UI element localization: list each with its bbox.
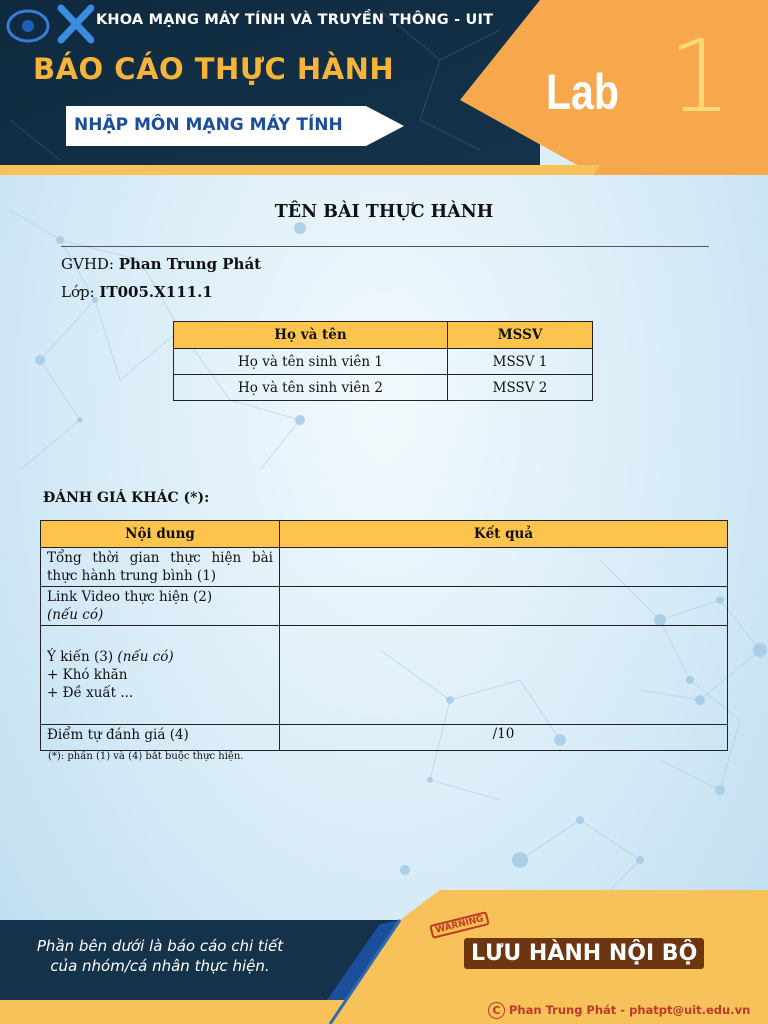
warning-stamp: WARNING: [429, 911, 490, 939]
evaluation-heading: ĐÁNH GIÁ KHÁC (*):: [43, 490, 210, 506]
header-result: Kết quả: [280, 521, 728, 548]
course-name: NHẬP MÔN MẠNG MÁY TÍNH: [74, 115, 343, 135]
report-title: BÁO CÁO THỰC HÀNH: [33, 52, 395, 86]
header-id: MSSV: [448, 322, 593, 349]
video-label: Link Video thực hiện (2): [47, 589, 213, 605]
content-video: [41, 587, 280, 626]
course-banner: [66, 106, 404, 146]
exercise-title: TÊN BÀI THỰC HÀNH: [274, 202, 494, 222]
table-header-row: [41, 521, 728, 548]
student-id[interactable]: MSSV 2: [448, 375, 593, 401]
content-opinion: [41, 626, 280, 725]
table-row: [41, 548, 728, 587]
opinion-suggestion: + Đề xuất ...: [47, 685, 134, 701]
footer-note-line2: của nhóm/cá nhân thực hiện.: [50, 957, 270, 975]
content-score: Điểm tự đánh giá (4): [41, 725, 280, 751]
class-value: IT005.X111.1: [99, 283, 213, 301]
table-row: [41, 725, 728, 751]
opinion-difficulty: + Khó khăn: [47, 667, 128, 683]
class-line: [61, 283, 213, 301]
table-row: [174, 349, 593, 375]
students-table: [173, 321, 593, 401]
instructor-line: [61, 255, 261, 273]
table-header-row: [174, 322, 593, 349]
copyright-text: Phan Trung Phát - phatpt@uit.edu.vn: [509, 1003, 751, 1017]
copyright-line: [488, 1002, 750, 1019]
result-video[interactable]: [280, 587, 728, 626]
student-id[interactable]: MSSV 1: [448, 349, 593, 375]
student-name[interactable]: Họ và tên sinh viên 2: [174, 375, 448, 401]
class-label: Lớp:: [61, 283, 100, 301]
instructor-label: GVHD:: [61, 255, 119, 273]
video-optional: (nếu có): [47, 607, 104, 623]
header-content: Nội dung: [41, 521, 280, 548]
table-row: [41, 587, 728, 626]
opinion-label: Ý kiến (3): [47, 649, 118, 665]
copyright-icon: C: [488, 1002, 505, 1019]
instructor-value: Phan Trung Phát: [118, 255, 262, 273]
divider: [61, 246, 709, 247]
result-score[interactable]: /10: [280, 725, 728, 751]
opinion-optional: (nếu có): [117, 649, 174, 665]
header-name: Họ và tên: [174, 322, 448, 349]
footnote: (*): phần (1) và (4) bắt buộc thực hiện.: [48, 751, 244, 762]
content-time: Tổng thời gian thực hiện bài thực hành trung bình (1): [41, 548, 280, 587]
lab-number: 1: [668, 18, 732, 135]
footer-note-line1: Phần bên dưới là báo cáo chi tiết: [36, 937, 284, 955]
student-name[interactable]: Họ và tên sinh viên 1: [174, 349, 448, 375]
internal-use-label: LƯU HÀNH NỘI BỘ: [464, 938, 704, 969]
result-time[interactable]: [280, 548, 728, 587]
table-row: [174, 375, 593, 401]
result-opinion[interactable]: [280, 626, 728, 725]
evaluation-table: [40, 520, 728, 751]
table-row: [41, 626, 728, 725]
lab-label: Lab: [546, 64, 619, 120]
faculty-logo: [6, 4, 94, 44]
footer-note: [30, 936, 290, 976]
faculty-name: KHOA MẠNG MÁY TÍNH VÀ TRUYỀN THÔNG - UIT: [96, 12, 494, 28]
